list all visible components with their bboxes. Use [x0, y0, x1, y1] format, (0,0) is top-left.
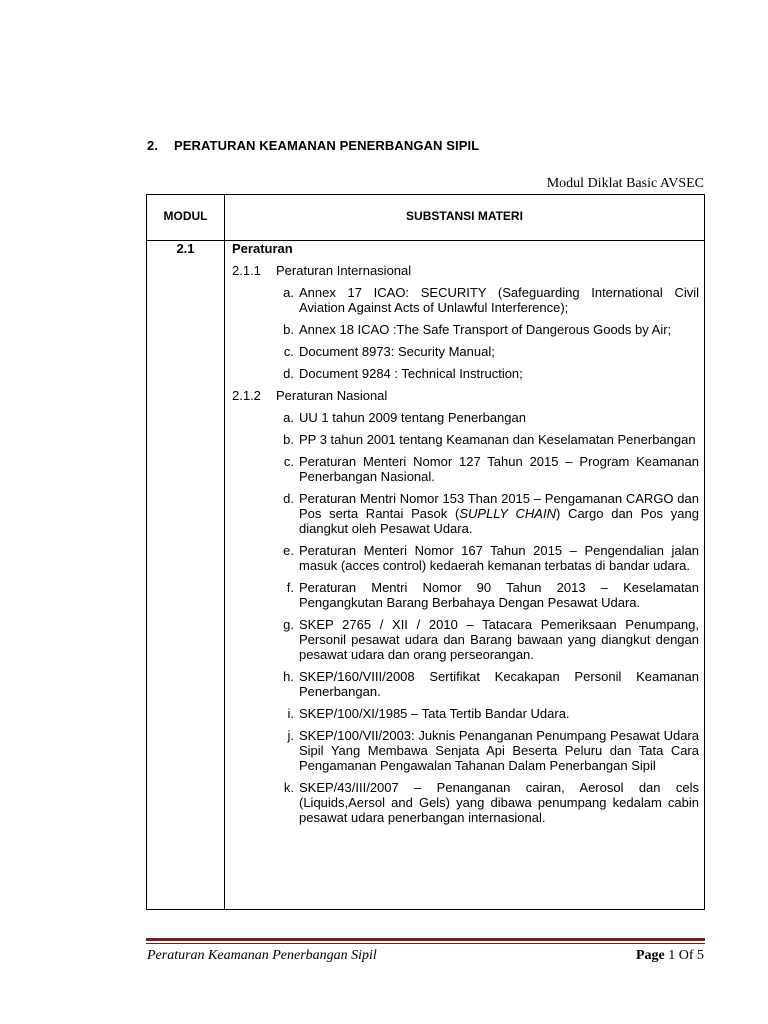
list-item	[232, 285, 699, 315]
list-marker: c.	[283, 454, 294, 469]
list-text: SKEP 2765 / XII / 2010 – Tatacara Pemeriksaan Penumpang, Personil pesawat udara dan Barang bawaan yang diangkut dengan pesawat udara dan orang perseorangan.	[299, 617, 699, 662]
list-marker: d.	[283, 491, 294, 506]
list-text: SKEP/100/VII/2003: Juknis Penanganan Penumpang Pesawat Udara Sipil Yang Membawa Senjata Api Beserta Peluru dan Tata Cara Pengamanan Pengawalan Tahanan Dalam Penerbangan Sipil	[299, 728, 699, 773]
column-header-modul: MODUL	[163, 209, 208, 223]
section-title: PERATURAN KEAMANAN PENERBANGAN SIPIL	[174, 138, 480, 153]
list-marker: j.	[287, 728, 294, 743]
footer-rule-thin	[146, 943, 705, 944]
footer-page-number	[636, 948, 704, 964]
list-item	[232, 366, 699, 381]
list-item	[232, 580, 699, 610]
list-item	[232, 432, 699, 447]
main-topic-title: Peraturan	[232, 241, 293, 256]
list-marker: e.	[283, 543, 294, 558]
list-text: Document 8973: Security Manual;	[299, 344, 495, 359]
list-text: SKEP/160/VIII/2008 Sertifikat Kecakapan Personil Keamanan Penerbangan.	[299, 669, 699, 699]
list-text: Peraturan Menteri Nomor 167 Tahun 2015 – Pengendalian jalan masuk (acces control) kedaerah kemanan terbatas di bandar udara.	[299, 543, 699, 573]
of-word: Of	[678, 948, 694, 963]
list-marker: k.	[283, 780, 294, 795]
list-marker: b.	[283, 322, 294, 337]
list-item	[232, 617, 699, 662]
subsection-heading	[232, 263, 699, 278]
list-item	[232, 344, 699, 359]
subsection-title: Peraturan Internasional	[276, 263, 412, 278]
list-text: PP 3 tahun 2001 tentang Keamanan dan Keselamatan Penerbangan	[299, 432, 696, 447]
list-marker: a.	[283, 285, 294, 300]
list-text	[299, 491, 699, 536]
list-text-italic: SUPLLY CHAIN	[459, 506, 556, 521]
list-text: Peraturan Menteri Nomor 127 Tahun 2015 – Program Keamanan Penerbangan Nasional.	[299, 454, 699, 484]
page-current: 1	[668, 948, 676, 963]
list-item	[232, 543, 699, 573]
list-marker: i.	[287, 706, 294, 721]
subsection-number: 2.1.1	[232, 263, 261, 278]
list-text: SKEP/100/XI/1985 – Tata Tertib Bandar Udara.	[299, 706, 570, 721]
list-item	[232, 706, 699, 721]
column-header-substansi: SUBSTANSI MATERI	[406, 209, 523, 223]
footer-title: Peraturan Keamanan Penerbangan Sipil	[147, 948, 377, 963]
list-item	[232, 410, 699, 425]
list-marker: f.	[286, 580, 294, 595]
list-item	[232, 491, 699, 536]
list-text-before: Peraturan Mentri Nomor 153 Than 2015 – Pengamanan CARGO dan Pos serta Rantai Pasok (	[299, 491, 699, 521]
subsection-heading	[232, 388, 699, 403]
list-text: Peraturan Mentri Nomor 90 Tahun 2013 – Keselamatan Pengangkutan Barang Berbahaya Dengan Pesawat Udara.	[299, 580, 699, 610]
section-heading	[147, 138, 479, 153]
list-marker: h.	[283, 669, 294, 684]
substance-column	[232, 241, 699, 825]
list-marker: d.	[283, 366, 294, 381]
list-marker: a.	[283, 410, 294, 425]
list-item	[232, 728, 699, 773]
module-code: 2.1	[176, 241, 195, 256]
module-caption: Modul Diklat Basic AVSEC	[546, 176, 704, 191]
list-text: Document 9284 : Technical Instruction;	[299, 366, 523, 381]
list-text: Annex 18 ICAO :The Safe Transport of Dangerous Goods by Air;	[299, 322, 672, 337]
list-item	[232, 322, 699, 337]
list-item	[232, 780, 699, 825]
section-number: 2.	[147, 138, 159, 153]
column-divider	[224, 195, 225, 909]
subsection-number: 2.1.2	[232, 388, 261, 403]
list-marker: b.	[283, 432, 294, 447]
subsection-title: Peraturan Nasional	[276, 388, 388, 403]
list-marker: c.	[283, 344, 294, 359]
page-total: 5	[697, 948, 704, 963]
content-table	[146, 194, 705, 910]
list-text: SKEP/43/III/2007 – Penanganan cairan, Aerosol dan cels (Liquids,Aersol and Gels) yang dibawa penumpang kedalam cabin pesawat udara penerbangan internasional.	[299, 780, 699, 825]
list-text: UU 1 tahun 2009 tentang Penerbangan	[299, 410, 526, 425]
list-marker: g.	[283, 617, 294, 632]
list-item	[232, 454, 699, 484]
footer-rule-thick	[146, 938, 705, 941]
list-item	[232, 669, 699, 699]
list-text: Annex 17 ICAO: SECURITY (Safeguarding International Civil Aviation Against Acts of Unlawful Interference);	[299, 285, 699, 315]
page-word: Page	[635, 948, 665, 963]
list-text-after: ) Cargo dan Pos yang diangkut oleh Pesawat Udara.	[299, 506, 699, 536]
